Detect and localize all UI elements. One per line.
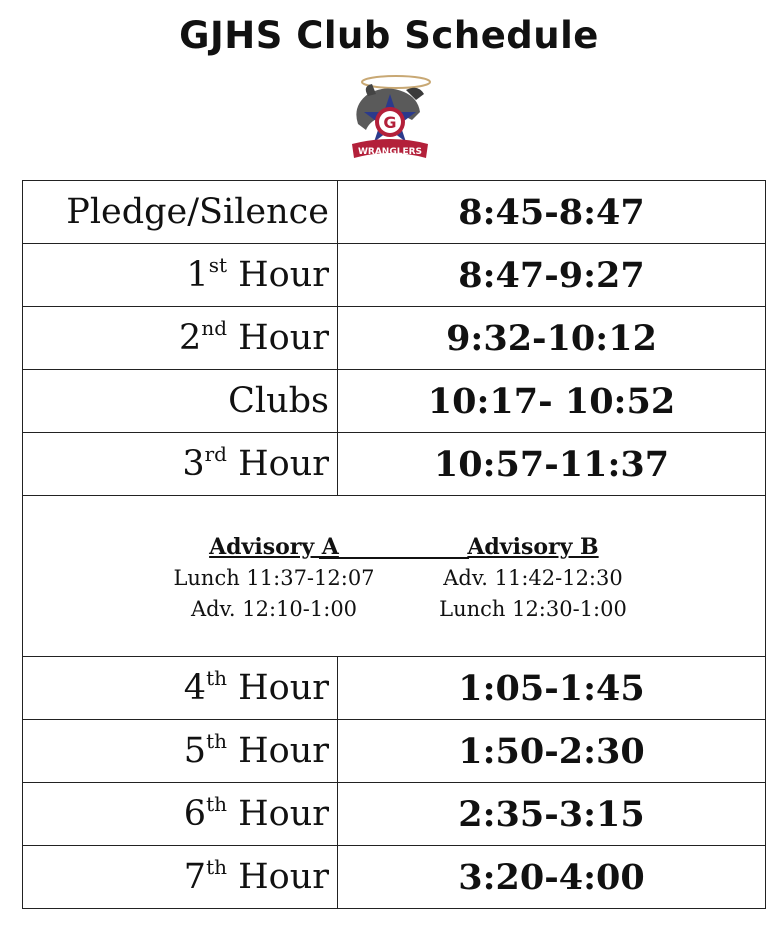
period-label <box>23 846 338 909</box>
advisory-block <box>23 496 765 656</box>
period-label <box>23 433 338 496</box>
period-time: 3:20-4:00 <box>338 846 766 909</box>
schedule-row <box>23 370 766 433</box>
period-name: 5 <box>183 731 207 771</box>
period-word: Hour <box>227 857 329 897</box>
period-name: 6 <box>183 794 207 834</box>
period-word: Hour <box>227 731 329 771</box>
advisory-a <box>141 532 407 625</box>
schedule-row <box>23 720 766 783</box>
period-time: 9:32-10:12 <box>338 307 766 370</box>
advisory-b <box>421 532 645 625</box>
ordinal-suffix: rd <box>204 442 227 466</box>
period-name: 7 <box>183 857 207 897</box>
schedule-row <box>23 783 766 846</box>
period-label <box>23 370 338 433</box>
schedule-row <box>23 657 766 720</box>
schedule-row <box>23 846 766 909</box>
period-name: 3 <box>182 444 205 484</box>
period-time: 8:45-8:47 <box>338 181 766 244</box>
period-label <box>23 244 338 307</box>
advisory-b-line1: Adv. 11:42-12:30 <box>443 566 623 590</box>
ordinal-suffix: nd <box>201 316 227 340</box>
wranglers-logo <box>338 72 442 164</box>
ordinal-suffix: th <box>206 666 227 690</box>
period-label <box>23 657 338 720</box>
period-label <box>23 307 338 370</box>
schedule-row <box>23 244 766 307</box>
period-name: 2 <box>179 318 202 358</box>
advisory-row <box>23 496 766 657</box>
advisory-b-heading: Advisory B <box>467 534 599 560</box>
period-word: Hour <box>227 444 329 484</box>
period-time: 1:50-2:30 <box>338 720 766 783</box>
period-word: Hour <box>227 318 329 358</box>
period-label <box>23 720 338 783</box>
logo-letter: G <box>383 113 397 132</box>
advisory-cell <box>23 496 766 657</box>
schedule-row <box>23 181 766 244</box>
ordinal-suffix: th <box>206 855 227 879</box>
schedule-row <box>23 307 766 370</box>
page-title: GJHS Club Schedule <box>179 14 599 57</box>
period-word: Hour <box>227 255 329 295</box>
ordinal-suffix: st <box>208 253 227 277</box>
period-name: Clubs <box>228 381 329 421</box>
logo-wordmark: WRANGLERS <box>357 147 423 157</box>
period-name: Pledge/Silence <box>66 192 329 232</box>
period-time: 10:17- 10:52 <box>338 370 766 433</box>
period-time: 2:35-3:15 <box>338 783 766 846</box>
period-name: 4 <box>183 668 207 708</box>
period-word: Hour <box>227 794 329 834</box>
ordinal-suffix: th <box>206 729 227 753</box>
advisory-a-line2: Adv. 12:10-1:00 <box>190 597 358 621</box>
period-time: 1:05-1:45 <box>338 657 766 720</box>
period-label <box>23 181 338 244</box>
advisory-a-heading: Advisory A <box>209 534 339 560</box>
period-name: 1 <box>186 255 209 295</box>
period-time: 8:47-9:27 <box>338 244 766 307</box>
schedule-table <box>22 180 766 909</box>
period-word: Hour <box>227 668 329 708</box>
advisory-a-line1: Lunch 11:37-12:07 <box>173 566 375 590</box>
advisory-b-line2: Lunch 12:30-1:00 <box>439 597 627 621</box>
ordinal-suffix: th <box>206 792 227 816</box>
period-label <box>23 783 338 846</box>
period-time: 10:57-11:37 <box>338 433 766 496</box>
schedule-row <box>23 433 766 496</box>
